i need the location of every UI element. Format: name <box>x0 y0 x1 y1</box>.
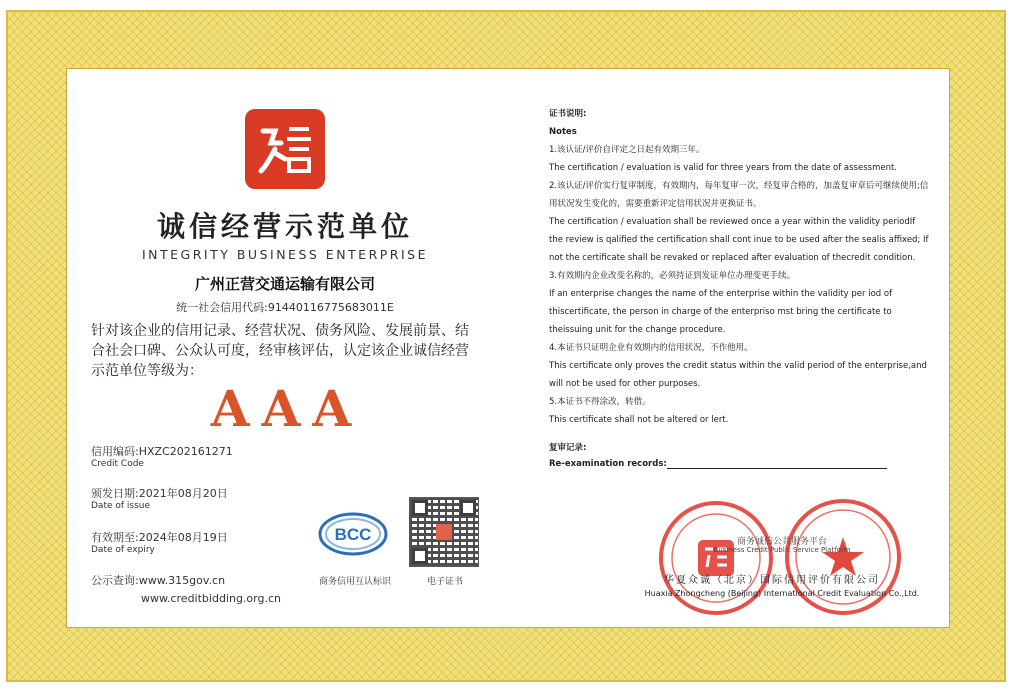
credit-code-label: Credit Code <box>91 459 144 469</box>
note-line: 4.本证书只证明企业有效期内的信用状况，不作他用。 <box>549 343 753 353</box>
platform-name-cn: 商务诚信公共服务平台 <box>736 537 827 547</box>
note-line: The certification / evaluation shall be reviewed once a year within the validity periodIf the review is qalified the certification shall cont inue to be used after the sealis affixed; If not the certificate shall be revaked or replaced after evaluation of thecredit condition. <box>549 217 929 263</box>
qr-center-logo-icon <box>436 524 452 540</box>
notes-heading-cn: 证书说明: <box>549 109 587 119</box>
bcc-logo-icon <box>317 509 389 559</box>
notes-section <box>549 105 929 429</box>
unified-credit-code: 统一社会信用代码:91440116775683011E <box>176 301 394 314</box>
red-seal-right-icon <box>783 497 903 617</box>
note-line: If an enterprise changes the name of the enterprise within the validity per iod of thiscertificate, the person in charge of the enterpriso mst bring the certificate to theissuing unit for the change procedure. <box>549 289 893 335</box>
reexam-records <box>549 459 909 469</box>
reexam-label-en: Re-examination records: <box>549 459 667 469</box>
issue-date-value: 颁发日期:2021年08月20日 <box>91 487 228 500</box>
credit-code-field <box>91 443 233 469</box>
query-website-secondary: www.creditbidding.org.cn <box>141 592 281 605</box>
issuer-name-cn: 华夏众诚（北京）国际信用评价有限公司 <box>664 575 880 586</box>
qr-code-icon[interactable] <box>409 497 479 567</box>
certificate-body <box>66 68 950 628</box>
note-line: The certification / evaluation is valid for three years from the date of assessment. <box>549 163 898 173</box>
red-seal-left-icon <box>657 499 775 617</box>
note-line: 2.该认证/评价实行复审制度，有效期内，每年复审一次，经复审合格的，加盖复审章后可继续使用;信用状况发生变化的，需要重新评定信用状况并更换证书。 <box>549 181 929 209</box>
qr-finder-icon <box>460 500 476 516</box>
note-line: 1.该认证/评价自评定之日起有效期三年。 <box>549 145 705 155</box>
note-line: This certificate only proves the credit status within the valid period of the enterprise,and will not be used for other purposes. <box>549 361 927 389</box>
reexam-underline <box>667 459 887 469</box>
reexam-label-cn: 复审记录: <box>549 443 587 453</box>
expiry-date-field <box>91 529 228 555</box>
qr-caption: 电子证书 <box>426 577 463 587</box>
issue-date-label: Date of issue <box>91 501 151 511</box>
qr-finder-icon <box>412 548 428 564</box>
integrity-logo-icon <box>245 109 325 189</box>
certificate-border <box>6 10 1006 682</box>
bcc-caption: 商务信用互认标识 <box>318 577 391 587</box>
platform-name-en: Business Credit Public Service Platform <box>713 546 851 554</box>
note-line: 3.有效期内企业改变名称的，必须持证到发证单位办理变更手续。 <box>549 271 796 281</box>
expiry-date-value: 有效期至:2024年08月19日 <box>91 531 228 544</box>
certificate-title: 诚信经营示范单位 <box>156 210 413 243</box>
credit-grade: AAA <box>210 379 364 438</box>
assessment-statement: 针对该企业的信用记录、经营状况、债务风险、发展前景、结合社会口碑、公众认可度，经审核评估，认定该企业诚信经营示范单位等级为： <box>91 323 469 379</box>
note-line: 5.本证书不得涂改，转借。 <box>549 397 651 407</box>
expiry-date-label: Date of expiry <box>91 545 155 555</box>
query-website: 公示查询:www.315gov.cn <box>91 574 226 587</box>
bcc-logo-text: BCC <box>334 525 372 544</box>
qr-finder-icon <box>412 500 428 516</box>
issue-date-field <box>91 485 228 511</box>
notes-heading-en: Notes <box>549 127 577 137</box>
certificate-title-english: INTEGRITY BUSINESS ENTERPRISE <box>141 247 429 262</box>
issuer-name-en: Huaxia Zhongcheng (Beijing) International Credit Evaluation Co.,Ltd. <box>644 589 920 598</box>
note-line: This certificate shall not be altered or lert. <box>549 415 729 425</box>
credit-code-value: 信用编码:HXZC202161271 <box>91 445 233 458</box>
company-name: 广州正营交通运输有限公司 <box>194 275 375 293</box>
